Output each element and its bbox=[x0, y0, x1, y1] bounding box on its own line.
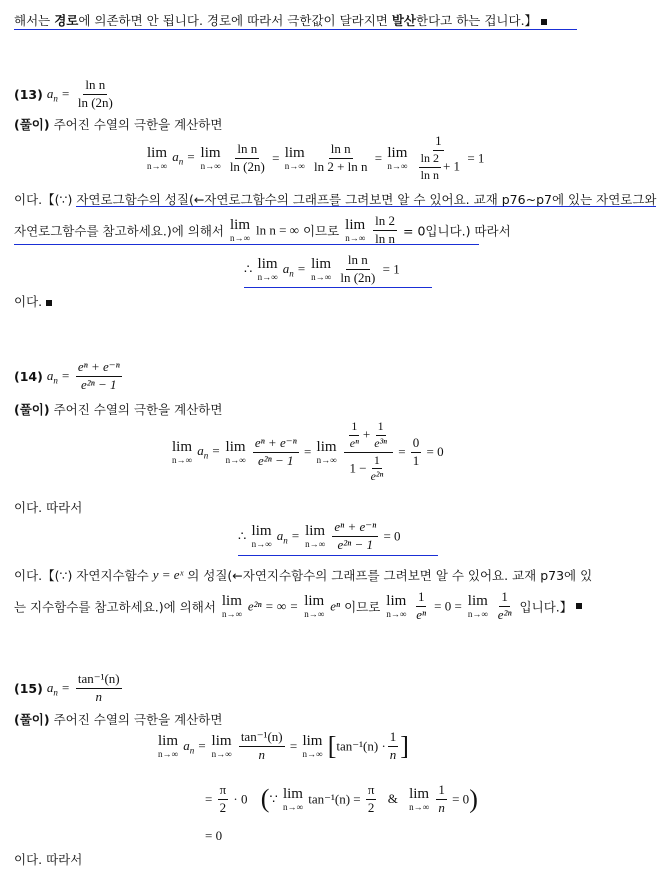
problem-14-equation: lim n→∞ $a_n$ = lim n→∞ $\frac{\text{eⁿ + e⁻ⁿ}}{\text{e²ⁿ − 1}}$ = lim n→∞ $\frac{1}{\text{eⁿ}}$ + $\frac{1}{\text{e³ⁿ}}$ 1 − $\frac{1}{\text{e²ⁿ}}$ = $\frac{0}{1}$ = 0 bbox=[172, 419, 444, 484]
solution-text: 주어진 수열의 극한을 계산하면 bbox=[53, 117, 223, 132]
sequence-definition: $\frac{\text{ln n}}{\ln (2n)}$ bbox=[77, 77, 113, 110]
conclusion-13-underline bbox=[244, 287, 432, 288]
problem-13-conclusion: ∴ lim n→∞ $a_n$ = lim n→∞ $\frac{\text{ln n}}{\ln (2n)}$ = 1 bbox=[244, 252, 400, 285]
end-mark bbox=[541, 19, 547, 25]
top-text-1: 해서는 bbox=[14, 13, 55, 28]
problem-15-equation-line2: = $\frac{\pi}{2}$ · 0 (∵ lim n→∞ tan⁻¹(n) = $\frac{\pi}{2}$ & lim n→∞ $\frac{1}{n}$ = 0) bbox=[205, 782, 478, 815]
conclusion-14-underline bbox=[238, 555, 438, 556]
problem-14-note-line1: 이다.【(∵) 자연지수함수 y = eˣ 의 성질(←자연지수함수의 그래프를 그려보면 알 수 있어요. 교재 p73에 있 bbox=[14, 567, 593, 583]
problem-13-header bbox=[14, 78, 117, 111]
sequence-symbol: $a_n$ = bbox=[46, 85, 70, 104]
problem-15-equation-line3: = 0 bbox=[205, 828, 223, 843]
problem-14-solution-label: (풀이) 주어진 수열의 극한을 계산하면 bbox=[14, 402, 223, 417]
top-text-diverge: 발산 bbox=[391, 13, 417, 28]
problem-15-after: 이다. 따라서 bbox=[14, 852, 83, 867]
problem-15-equation-line1: lim n→∞ $a_n$ = lim n→∞ $\frac{\text{tan⁻¹(n)}}{n}$ = lim n→∞ [tan⁻¹(n) · $\frac{1}{n}$ ] bbox=[158, 729, 409, 762]
problem-13-end: 이다. bbox=[14, 292, 52, 310]
problem-14-conclusion: ∴ lim n→∞ $a_n$ = lim n→∞ $\frac{\text{eⁿ + e⁻ⁿ}}{\text{e²ⁿ − 1}}$ = 0 bbox=[238, 519, 401, 552]
top-line bbox=[14, 11, 547, 29]
solution-label: (풀이) bbox=[14, 117, 50, 132]
problem-13-solution-label bbox=[14, 115, 222, 133]
problem-15-solution-label: (풀이) 주어진 수열의 극한을 계산하면 bbox=[14, 712, 223, 727]
top-underline bbox=[14, 29, 577, 30]
problem-14-note-line2: 는 지수함수를 참고하세요.)에 의해서 lim n→∞ e²ⁿ = ∞ = lim n→∞ eⁿ 이므로 lim n→∞ $\frac{1}{\text{eⁿ}}$ = 0 = lim n→∞ $\frac{1}{\text{e²ⁿ}}$ 입니다.】 bbox=[14, 590, 582, 623]
problem-13-note-line2: 자연로그함수를 참고하세요.)에 의해서 lim n→∞ ln n = ∞ 이므로 lim n→∞ $\frac{\ln 2}{\text{ln n}}$ = 0입니다.) 따라서 bbox=[14, 213, 511, 246]
note-13-underline-2 bbox=[14, 244, 479, 245]
top-text-5: 한다고 하는 겁니다.】 bbox=[416, 13, 538, 28]
problem-13-note-line1: 이다.【(∵) 자연로그함수의 성질(←자연로그함수의 그래프를 그려보면 알 수 있어요. 교재 p76~p7에 있는 자연로그와 bbox=[14, 192, 657, 207]
problem-14-header: (14) $a_n$ = $\frac{\text{eⁿ + e⁻ⁿ}}{\text{e²ⁿ − 1}}$ bbox=[14, 359, 120, 392]
note-13-underline-1 bbox=[76, 206, 656, 207]
top-text-route: 경로 bbox=[54, 13, 79, 28]
top-text-3: 에 의존하면 안 됩니다. 경로에 따라서 극한값이 달라지면 bbox=[78, 13, 392, 28]
problem-13-equation: lim n→∞ $a_n$ = lim n→∞ $\frac{\text{ln n}}{\ln (2n)}$ = lim n→∞ $\frac{\text{ln n}}{\text{ln 2 + ln n}}$ = lim n→∞ 1 $\frac{\ln 2}{\text{ln n}}$ + 1 = 1 bbox=[147, 133, 485, 182]
problem-number: (13) bbox=[14, 86, 43, 102]
problem-14-after: 이다. 따라서 bbox=[14, 500, 83, 515]
problem-15-header: (15) $a_n$ = $\frac{\text{tan⁻¹(n)}}{n}$ bbox=[14, 671, 120, 704]
